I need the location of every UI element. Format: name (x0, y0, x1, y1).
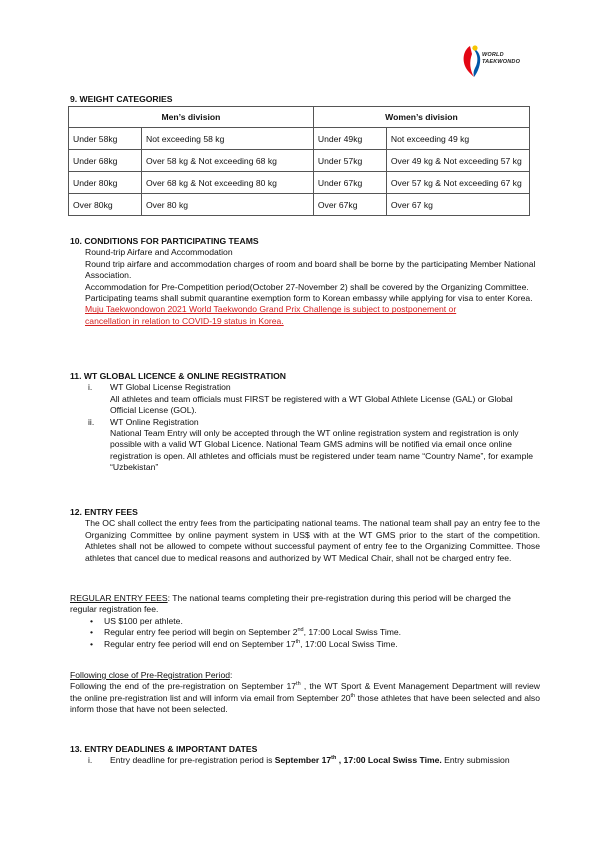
text-span: Entry deadline for pre-registration period is (110, 755, 275, 766)
table-cell: Under 58kg (69, 128, 142, 150)
table-cell: Over 67 kg (386, 194, 529, 216)
text-span: those athletes that have been selected and also inform those that have not been selected. (70, 692, 541, 715)
regular-entry-fees-label: REGULAR ENTRY FEES (70, 593, 168, 603)
section-13 (70, 744, 540, 767)
logo-line-2: TAEKWONDO (482, 59, 521, 65)
subsection-i (70, 755, 540, 766)
table-cell: Under 67kg (313, 172, 386, 194)
online-registration-heading: WT Online Registration (110, 416, 199, 427)
table-header-row (69, 107, 530, 128)
superscript: th (296, 681, 301, 688)
weight-categories-table (68, 106, 530, 216)
section-11 (70, 371, 540, 474)
subsection-ii (70, 417, 540, 474)
superscript: th (331, 755, 337, 762)
deadline-text (110, 755, 540, 766)
superscript: th (350, 692, 356, 699)
covid-notice: Muju Taekwondowon 2021 World Taekwondo Grand Prix Challenge is subject to postponement or cancellation in relation to COVID-19 status in Korea. (85, 304, 457, 326)
superscript: th (295, 638, 301, 645)
roman-numeral: ii. (88, 416, 95, 427)
table-cell: Over 67kg (313, 194, 386, 216)
section-9-title: 9. WEIGHT CATEGORIES (70, 94, 173, 104)
table-cell: Over 68 kg & Not exceeding 80 kg (142, 172, 314, 194)
airfare-text: Round trip airfare and accommodation charges of room and board shall be borne by the participating Member National Association. (85, 258, 536, 281)
table-cell: Not exceeding 58 kg (142, 128, 314, 150)
table-cell: Under 49kg (313, 128, 386, 150)
table-row (69, 128, 530, 150)
list-item (90, 639, 540, 650)
text-span: Entry submission (441, 755, 510, 766)
section-13-title: 13. ENTRY DEADLINES & IMPORTANT DATES (70, 744, 258, 754)
following-close-text (70, 681, 540, 715)
table-cell: Under 57kg (313, 150, 386, 172)
accommodation-text: Accommodation for Pre-Competition period(October 27-November 2) shall be covered by the Organizing Committee. (85, 281, 529, 292)
logo-text (482, 52, 520, 66)
following-close (70, 670, 540, 716)
airfare-heading: Round-trip Airfare and Accommodation (85, 247, 233, 258)
table-cell: Over 80 kg (142, 194, 314, 216)
table-cell: Over 58 kg & Not exceeding 68 kg (142, 150, 314, 172)
table-cell: Not exceeding 49 kg (386, 128, 529, 150)
section-12 (70, 507, 540, 564)
table-row (69, 194, 530, 216)
taekwondo-emblem-icon (460, 44, 482, 80)
fee-list (70, 616, 540, 650)
list-item-text: , 17:00 Local Swiss Time. (303, 627, 402, 638)
table-cell: Under 80kg (69, 172, 142, 194)
table-row (69, 172, 530, 194)
superscript: nd (297, 627, 304, 634)
table-cell: Over 49 kg & Not exceeding 57 kg (386, 150, 529, 172)
list-item-text: Regular entry fee period will end on September 17 (104, 638, 296, 649)
section-10-title: 10. CONDITIONS FOR PARTICIPATING TEAMS (70, 236, 259, 246)
section-11-title: 11. WT GLOBAL LICENCE & ONLINE REGISTRATION (70, 371, 286, 381)
regular-entry-fees-text: : The national teams completing their pre-registration during this period will be charged the regular registration fee. (70, 593, 511, 615)
world-taekwondo-logo (460, 44, 540, 84)
list-item-text: Regular entry fee period will begin on September 2 (104, 627, 298, 638)
online-registration-text: National Team Entry will only be accepted through the WT online registration system and registration is only possible with a valid WT Global Licence. National Team GMS admins will be notified via email once online registration is open. All athletes and officials must be registered under team name “Country Name”, for example “Uzbekistan” (110, 428, 534, 473)
table-row (69, 150, 530, 172)
list-item (90, 627, 540, 638)
license-text: All athletes and team officials must FIRST be registered with a WT Global Athlete License (GAL) or Global Official License (GOL). (110, 393, 513, 416)
bold-date: September 17 (274, 755, 332, 766)
table-cell: Over 80kg (69, 194, 142, 216)
license-heading: WT Global License Registration (110, 382, 231, 393)
men-division-header: Men’s division (69, 107, 314, 128)
logo-line-1: WORLD (482, 52, 504, 58)
roman-numeral: i. (88, 382, 93, 393)
women-division-header: Women’s division (313, 107, 529, 128)
section-10 (70, 236, 540, 327)
regular-entry-fees (70, 593, 540, 650)
following-close-label: Following close of Pre-Registration Period (70, 670, 231, 680)
section-12-title: 12. ENTRY FEES (70, 507, 138, 517)
table-cell: Over 57 kg & Not exceeding 67 kg (386, 172, 529, 194)
colon: : (230, 670, 233, 680)
text-span: Following the end of the pre-registration on September 17 (70, 681, 297, 692)
quarantine-text: Participating teams shall submit quarantine exemption form to Korean embassy while applying for visa to enter Korea. (85, 293, 533, 304)
bold-time: , 17:00 Local Swiss Time. (336, 755, 442, 766)
roman-numeral: i. (88, 755, 93, 766)
list-item-text: , 17:00 Local Swiss Time. (300, 638, 398, 649)
text-span: , the WT Sport & Event Management Department will review the online pre-registration list and will inform via email from September 20 (70, 681, 540, 703)
table-cell: Under 68kg (69, 150, 142, 172)
subsection-i (70, 382, 540, 416)
list-item: • US $100 per athlete. (90, 616, 540, 627)
entry-fees-text: The OC shall collect the entry fees from the participating national teams. The national team shall pay an entry fee to the Organizing Committee by online payment system in US$ with at the WT GMS prior to the start of the competition. Athletes shall not be allowed to compete without successful payment of entry fee to the Organizing Committee. Those athletes that cancel due to medical reasons and authorized by WT Medical Chair, shall not be charged entry fee. (85, 518, 540, 563)
